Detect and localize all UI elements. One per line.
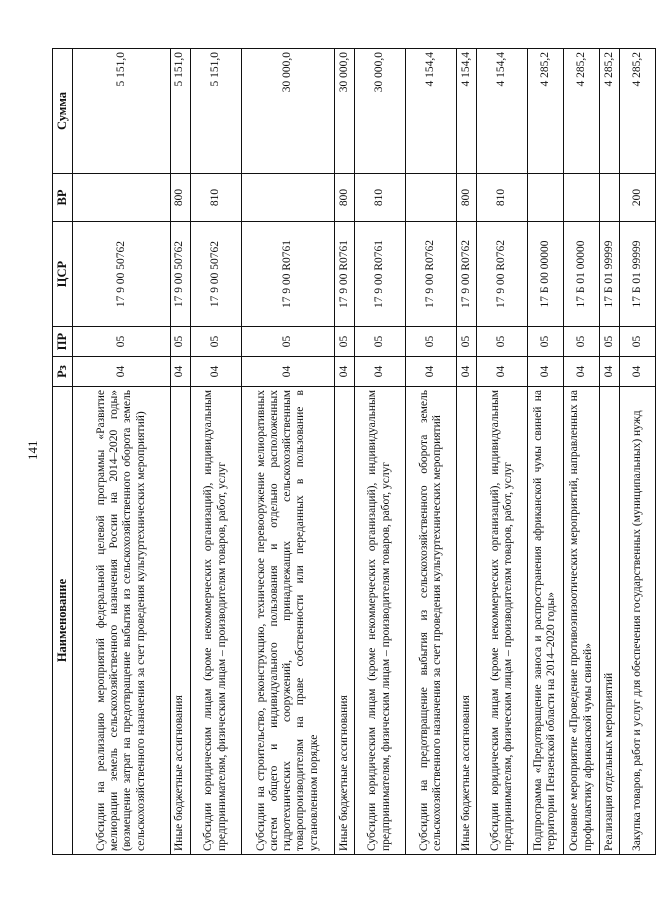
cell-name: Субсидии юридическим лицам (кроме некоммерческих организаций), индивидуальным предпринимателям, физическим лицам – производителям товаров, работ, услуг [476, 387, 527, 855]
table-row [405, 49, 456, 855]
cell-csr: 17 9 00 50762 [190, 222, 241, 327]
column-header-name: Наименование [53, 387, 73, 855]
cell-csr: 17 9 00 R0762 [456, 222, 476, 327]
cell-vr: 800 [456, 174, 476, 222]
cell-pr: 05 [241, 327, 334, 357]
cell-pr: 05 [334, 327, 354, 357]
cell-sum: 4 154,4 [456, 49, 476, 174]
cell-pr: 05 [563, 327, 599, 357]
cell-sum: 4 285,2 [600, 49, 620, 174]
cell-rz: 04 [73, 357, 171, 387]
cell-sum: 4 285,2 [619, 49, 655, 174]
cell-rz: 04 [563, 357, 599, 387]
table-row [563, 49, 599, 855]
cell-name: Субсидии юридическим лицам (кроме некоммерческих организаций), индивидуальным предпринимателям, физическим лицам – производителям товаров, работ, услуг [190, 387, 241, 855]
cell-pr: 05 [405, 327, 456, 357]
table-row [354, 49, 405, 855]
cell-rz: 04 [190, 357, 241, 387]
cell-sum: 30 000,0 [241, 49, 334, 174]
cell-sum: 4 154,4 [405, 49, 456, 174]
cell-sum: 4 285,2 [563, 49, 599, 174]
cell-csr: 17 9 00 R0762 [405, 222, 456, 327]
cell-pr: 05 [619, 327, 655, 357]
cell-vr: 810 [354, 174, 405, 222]
cell-sum: 4 154,4 [476, 49, 527, 174]
cell-vr [73, 174, 171, 222]
table-row [73, 49, 171, 855]
page-number: 141 [25, 440, 40, 460]
cell-name: Субсидии на предотвращение выбытия из сельскохозяйственного оборота земель сельскохозяйственного назначения за счет проведения культуртехнических мероприятий [405, 387, 456, 855]
table-row [619, 49, 655, 855]
cell-pr: 05 [170, 327, 190, 357]
cell-vr [405, 174, 456, 222]
cell-vr: 200 [619, 174, 655, 222]
cell-rz: 04 [241, 357, 334, 387]
table-row [476, 49, 527, 855]
cell-vr [241, 174, 334, 222]
cell-vr [600, 174, 620, 222]
table-row [456, 49, 476, 855]
cell-pr: 05 [476, 327, 527, 357]
cell-name: Субсидии на строительство, реконструкцию, техническое перевооружение мелиоративных систем общего и индивидуального пользования и отдельно расположенных гидротехнических сооружений, принадлежащих сельскохозяйственным товаропроизводителям на праве собственности или переданных в пользование в установленном порядке [241, 387, 334, 855]
cell-sum: 4 285,2 [527, 49, 563, 174]
column-header-vr: ВР [53, 174, 73, 222]
cell-name: Иные бюджетные ассигнования [456, 387, 476, 855]
table-row [527, 49, 563, 855]
table-row [334, 49, 354, 855]
cell-pr: 05 [527, 327, 563, 357]
cell-sum: 5 151,0 [190, 49, 241, 174]
cell-csr: 17 Б 01 99999 [619, 222, 655, 327]
budget-table [52, 48, 656, 855]
cell-rz: 04 [334, 357, 354, 387]
cell-csr: 17 Б 01 99999 [600, 222, 620, 327]
cell-pr: 05 [73, 327, 171, 357]
cell-rz: 04 [476, 357, 527, 387]
cell-csr: 17 9 00 R0761 [354, 222, 405, 327]
cell-csr: 17 9 00 50762 [73, 222, 171, 327]
cell-csr: 17 9 00 R0761 [241, 222, 334, 327]
cell-pr: 05 [354, 327, 405, 357]
cell-name: Иные бюджетные ассигнования [170, 387, 190, 855]
cell-vr: 810 [476, 174, 527, 222]
table-row [170, 49, 190, 855]
cell-vr: 800 [334, 174, 354, 222]
cell-pr: 05 [600, 327, 620, 357]
cell-sum: 5 151,0 [73, 49, 171, 174]
cell-rz: 04 [170, 357, 190, 387]
cell-vr: 810 [190, 174, 241, 222]
table-row [241, 49, 334, 855]
cell-csr: 17 Б 00 00000 [527, 222, 563, 327]
cell-rz: 04 [405, 357, 456, 387]
cell-sum: 30 000,0 [354, 49, 405, 174]
cell-rz: 04 [456, 357, 476, 387]
cell-name: Субсидии юридическим лицам (кроме некоммерческих организаций), индивидуальным предпринимателям, физическим лицам – производителям товаров, работ, услуг [354, 387, 405, 855]
table-header-row [53, 49, 73, 855]
cell-rz: 04 [354, 357, 405, 387]
cell-pr: 05 [456, 327, 476, 357]
cell-csr: 17 Б 01 00000 [563, 222, 599, 327]
cell-csr: 17 9 00 R0761 [334, 222, 354, 327]
cell-csr: 17 9 00 50762 [170, 222, 190, 327]
column-header-csr: ЦСР [53, 222, 73, 327]
cell-name: Субсидии на реализацию мероприятий федеральной целевой программы «Развитие мелиорации земель сельскохозяйственного назначения России на 2014–2020 годы» (возмещение затрат на предотвращение выбытия из сельскохозяйственного оборота земель сельскохозяйственного назначения за счет проведения культуртехнических мероприятий) [73, 387, 171, 855]
cell-csr: 17 9 00 R0762 [476, 222, 527, 327]
cell-name: Подпрограмма «Предотвращение заноса и распространения африканской чумы свиней на территории Пензенской области на 2014–2020 годы» [527, 387, 563, 855]
cell-rz: 04 [600, 357, 620, 387]
column-header-sum: Сумма [53, 49, 73, 174]
cell-vr [563, 174, 599, 222]
cell-sum: 5 151,0 [170, 49, 190, 174]
cell-pr: 05 [190, 327, 241, 357]
rotated-table-wrapper [52, 49, 656, 855]
cell-name: Иные бюджетные ассигнования [334, 387, 354, 855]
cell-rz: 04 [527, 357, 563, 387]
table-row [190, 49, 241, 855]
cell-vr [527, 174, 563, 222]
table-row [600, 49, 620, 855]
cell-name: Основное мероприятие «Проведение противоэпизоотических мероприятий, направленных на профилактику африканской чумы свиней» [563, 387, 599, 855]
cell-name: Реализация отдельных мероприятий [600, 387, 620, 855]
cell-rz: 04 [619, 357, 655, 387]
cell-vr: 800 [170, 174, 190, 222]
column-header-rz: Рз [53, 357, 73, 387]
cell-sum: 30 000,0 [334, 49, 354, 174]
column-header-pr: ПР [53, 327, 73, 357]
cell-name: Закупка товаров, работ и услуг для обеспечения государственных (муниципальных) нужд [619, 387, 655, 855]
